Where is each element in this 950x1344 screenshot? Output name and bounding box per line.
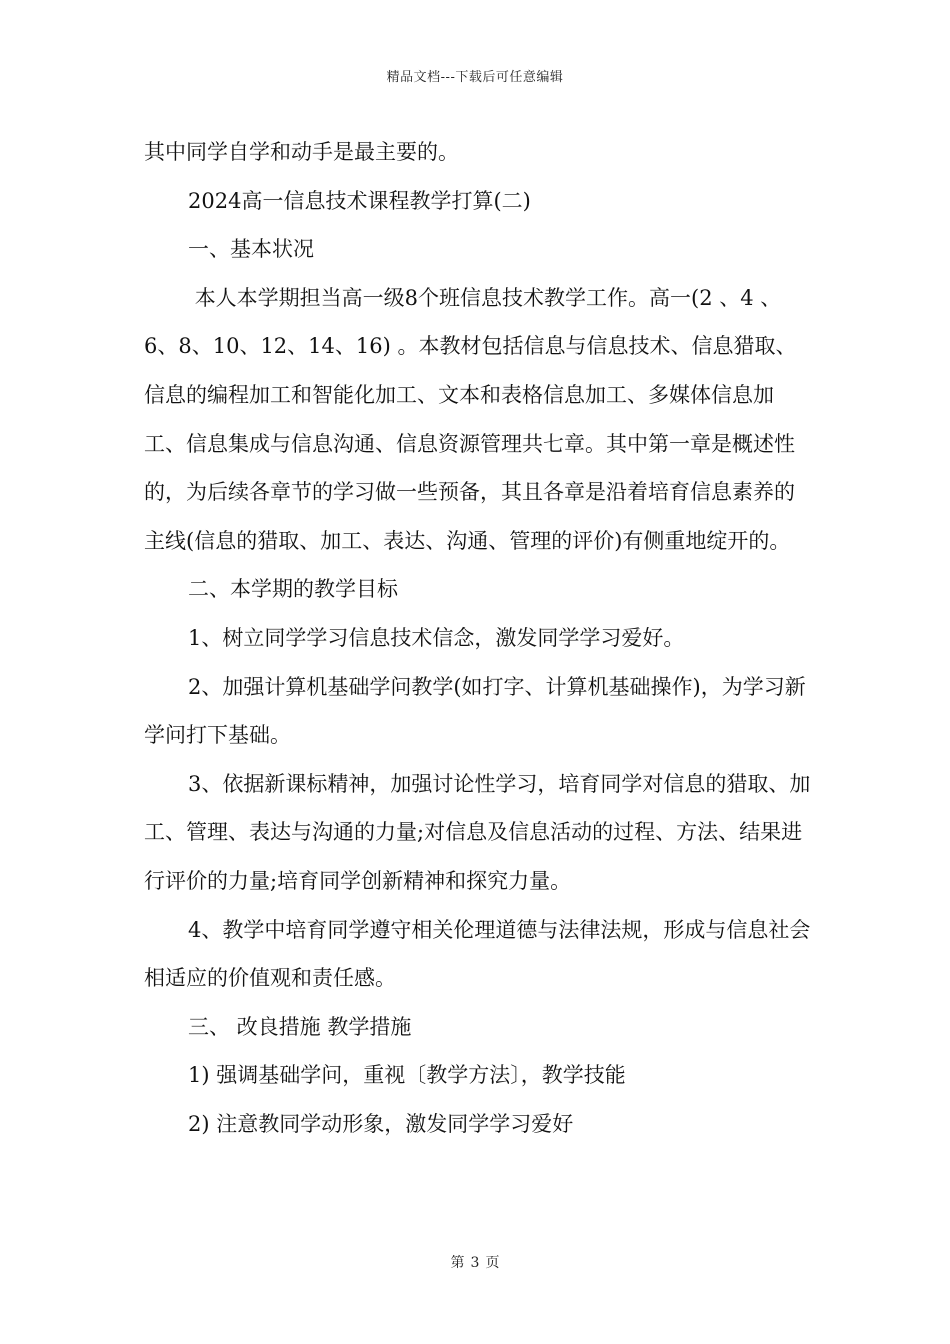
measure-item-2: 2) 注意教同学动形象，激发同学学习爱好: [188, 1111, 574, 1136]
page-footer: [0, 1252, 950, 1272]
measure-item-1: 1) 强调基础学问，重视〔教学方法〕，教学技能: [188, 1063, 626, 1088]
page-number-prefix: 第: [450, 1255, 465, 1271]
page-number-suffix: 页: [485, 1255, 500, 1271]
goal-item-3: 3、依据新课标精神，加强讨论性学习，培育同学对信息的猎取、加工、管理、表达与沟通的力量;对信息及信息活动的过程、方法、结果进行评价的力量;培育同学创新精神和探究力量。: [144, 771, 811, 893]
goal-item-4: 4、教学中培育同学遵守相关伦理道德与法律法规，形成与信息社会相适应的价值观和责任感。: [144, 917, 811, 991]
section-title: 2024高一信息技术课程教学打算(二): [188, 188, 531, 213]
document-body: [144, 128, 812, 1148]
paragraph-continuation: 其中同学自学和动手是最主要的。: [144, 140, 459, 164]
page-number: 3: [470, 1255, 480, 1271]
heading-measures: 三、 改良措施 教学措施: [188, 1014, 412, 1039]
goal-item-2: 2、加强计算机基础学问教学(如打字、计算机基础操作)，为学习新学问打下基础。: [144, 674, 806, 748]
paragraph-basic-situation: 本人本学期担当高一级8个班信息技术教学工作。高一(2 、4 、6、8、10、12、14、16) 。本教材包括信息与信息技术、信息猎取、信息的编程加工和智能化加工、文本和表格信息加工、多媒体信息加工、信息集成与信息沟通、信息资源管理共七章。其中第一章是概述性的，为后续各章节的学习做一些预备，其且各章是沿着培育信息素养的主线(信息的猎取、加工、表达、沟通、管理的评价)有侧重地绽开的。: [144, 285, 797, 553]
page-header: 精品文档---下载后可任意编辑: [386, 70, 564, 85]
heading-teaching-goals: 二、本学期的教学目标: [188, 577, 398, 602]
heading-basic-situation: 一、基本状况: [188, 237, 314, 262]
goal-item-1: 1、树立同学学习信息技术信念，激发同学学习爱好。: [188, 625, 685, 650]
